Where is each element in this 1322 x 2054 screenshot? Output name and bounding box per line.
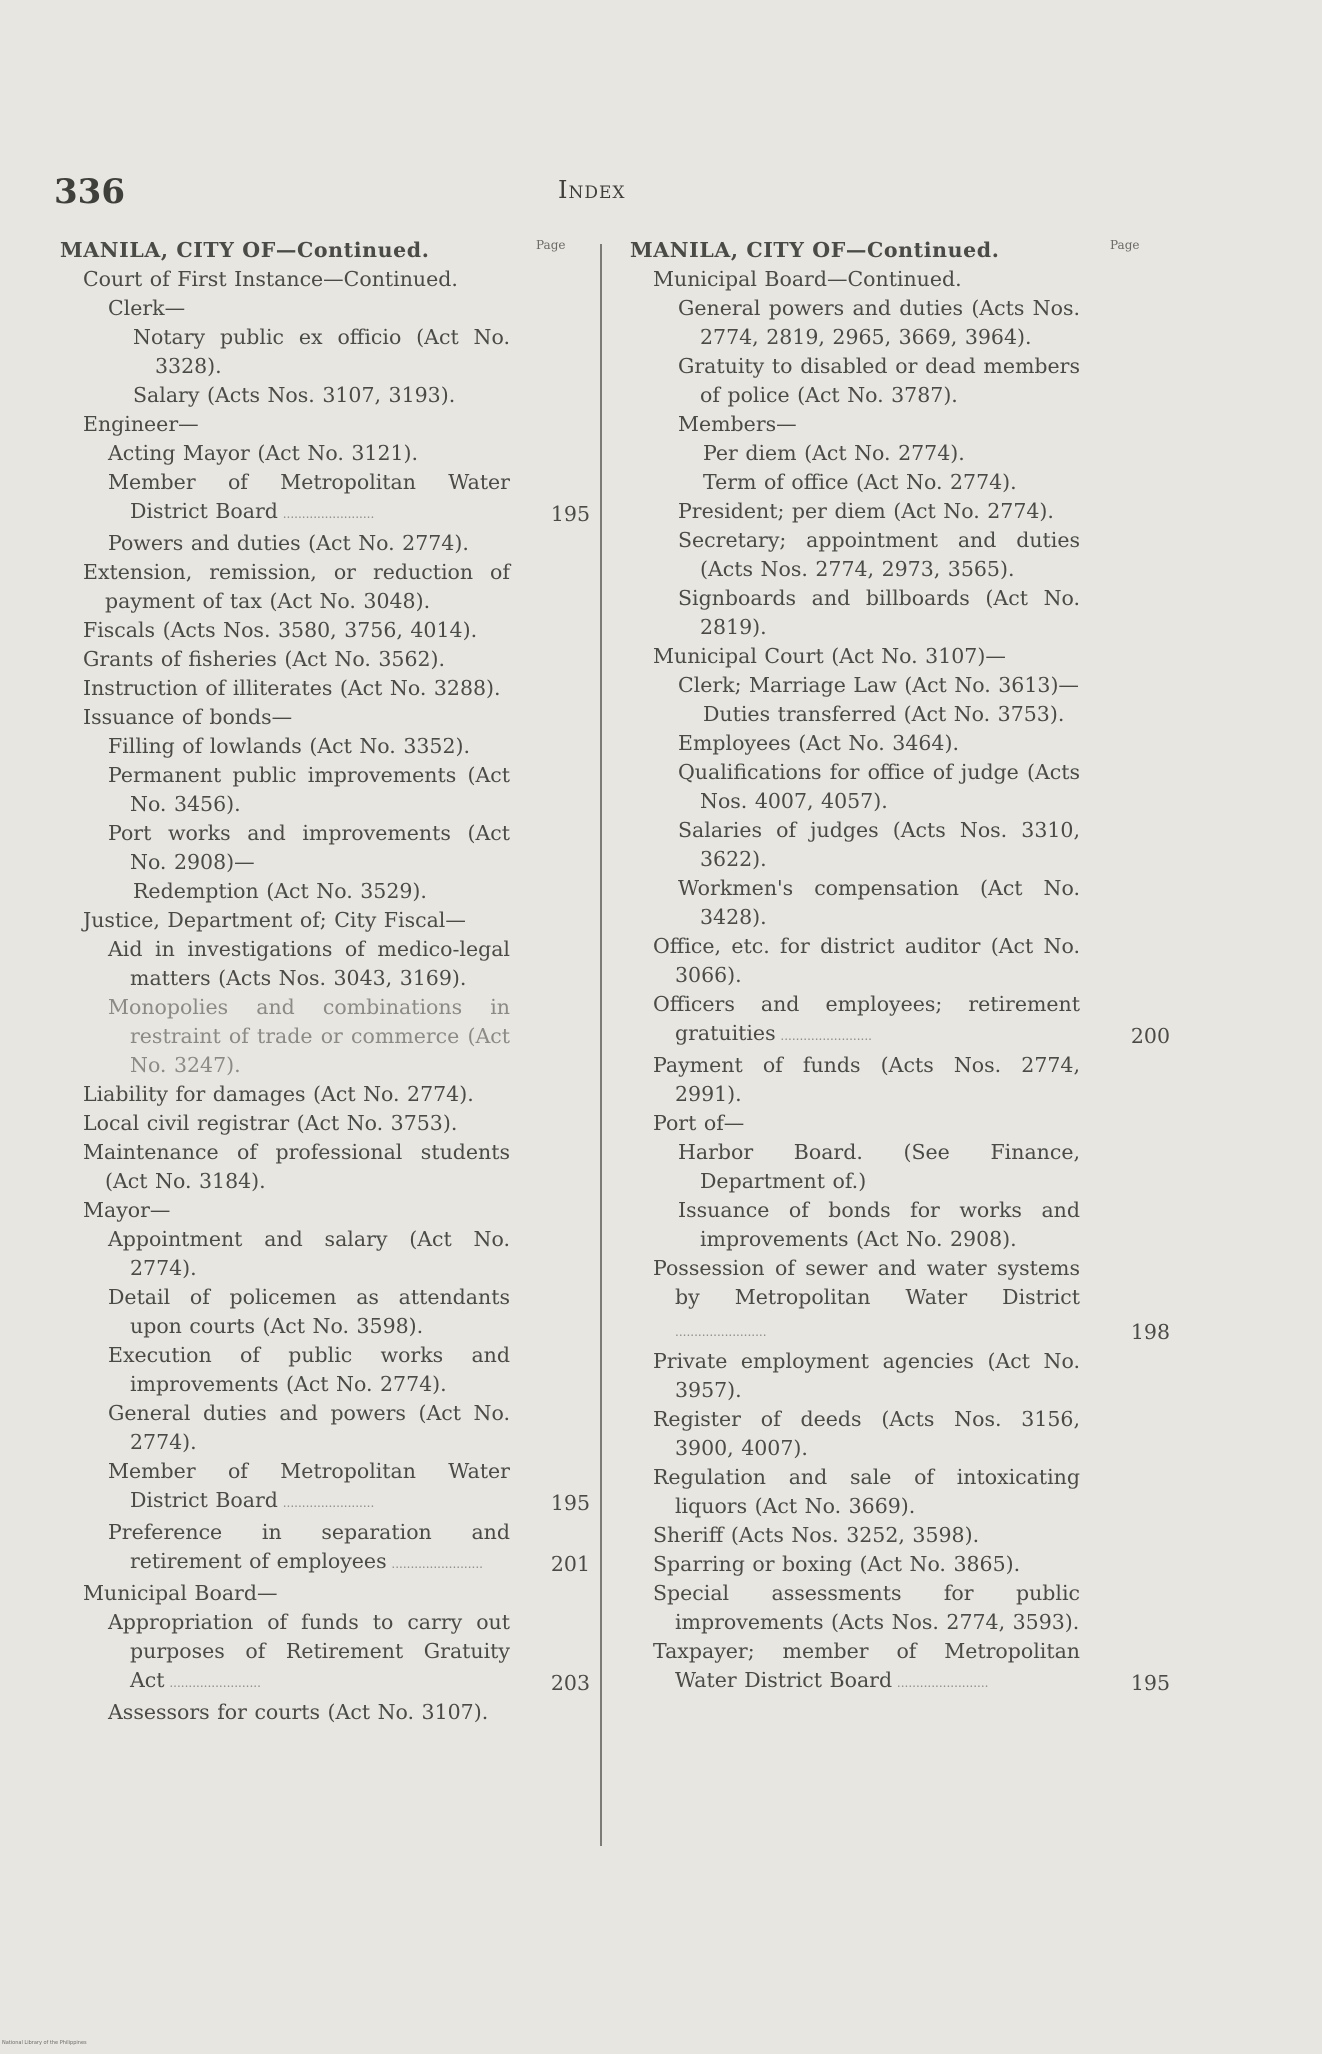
- index-entry: [630, 1138, 1170, 1196]
- page-reference: 200: [1130, 1024, 1170, 1048]
- index-entry: [60, 935, 590, 993]
- index-entry: [630, 1196, 1170, 1254]
- index-entry-text: Per diem (Act No. 2774).: [703, 441, 965, 465]
- index-entry-text: Private employment agencies (Act No. 3957).: [653, 1349, 1080, 1402]
- index-entry-text: Sheriff (Acts Nos. 3252, 3598).: [653, 1523, 980, 1547]
- running-head: Index: [558, 176, 626, 204]
- index-entry-text: Appointment and salary (Act No. 2774).: [108, 1227, 510, 1280]
- page-number: 336: [54, 172, 125, 212]
- index-entry: [60, 468, 590, 529]
- column-heading: MANILA, CITY OF—Continued.: [630, 238, 1000, 262]
- index-entry: [630, 816, 1170, 874]
- index-entry: [60, 1109, 590, 1138]
- index-entry-text: Preference in separation and retirement of employees ........................: [108, 1520, 510, 1573]
- index-entry-text: Members—: [678, 412, 797, 436]
- index-entry: [60, 703, 590, 732]
- index-entry: [60, 761, 590, 819]
- index-entry-text: Issuance of bonds—: [83, 705, 293, 729]
- index-entry-text: Execution of public works and improvements (Act No. 2774).: [108, 1343, 510, 1396]
- index-entry: [60, 1080, 590, 1109]
- index-entry-text: Aid in investigations of medico-legal matters (Acts Nos. 3043, 3169).: [108, 937, 510, 990]
- index-entry: [630, 874, 1170, 932]
- index-entry-text: Employees (Act No. 3464).: [678, 731, 959, 755]
- index-entry: [60, 616, 590, 645]
- index-entries: [630, 265, 1170, 1698]
- page-reference: 195: [550, 1491, 590, 1515]
- index-entry-text: Notary public ex officio (Act No. 3328).: [133, 325, 510, 378]
- index-entry: [60, 410, 590, 439]
- index-entry-text: Sparring or boxing (Act No. 3865).: [653, 1552, 1021, 1576]
- index-entry-text: Municipal Board—Continued.: [653, 267, 962, 291]
- index-entry-text: Issuance of bonds for works and improvements (Act No. 2908).: [678, 1198, 1080, 1251]
- left-column: [60, 236, 590, 1727]
- index-entry: [60, 1341, 590, 1399]
- index-entry: [60, 1518, 590, 1579]
- dot-leader: ........................: [164, 1676, 261, 1690]
- index-entry: [60, 529, 590, 558]
- index-entry: [630, 729, 1170, 758]
- index-entry: [60, 906, 590, 935]
- index-entry: [60, 323, 590, 381]
- index-entry: [60, 819, 590, 877]
- index-entry: [630, 526, 1170, 584]
- index-entry-text: Salaries of judges (Acts Nos. 3310, 3622).: [678, 818, 1080, 871]
- index-entry-text: Engineer—: [83, 412, 199, 436]
- index-entry-text: Workmen's compensation (Act No. 3428).: [678, 876, 1080, 929]
- index-entry: [60, 1399, 590, 1457]
- index-entry: [60, 1608, 590, 1698]
- index-entry-text: Harbor Board. (See Finance, Department of.): [678, 1140, 1080, 1193]
- index-entry: [630, 1051, 1170, 1109]
- index-entry-text: Term of office (Act No. 2774).: [703, 470, 1017, 494]
- page-reference: 195: [1130, 1671, 1170, 1695]
- index-entry-text: Regulation and sale of intoxicating liquors (Act No. 3669).: [653, 1465, 1080, 1518]
- index-entry-text: Assessors for courts (Act No. 3107).: [108, 1700, 489, 1724]
- index-entry-text: Payment of funds (Acts Nos. 2774, 2991).: [653, 1053, 1080, 1106]
- index-entry: [630, 990, 1170, 1051]
- index-entry-text: Court of First Instance—Continued.: [83, 267, 458, 291]
- page-reference: 201: [550, 1552, 590, 1576]
- index-entry: [630, 1521, 1170, 1550]
- page-column-label: Page: [536, 238, 566, 252]
- index-entry: [60, 993, 590, 1080]
- index-entry: [60, 1457, 590, 1518]
- index-entry-text: Redemption (Act No. 3529).: [133, 879, 427, 903]
- index-entry-text: Port works and improvements (Act No. 2908)—: [108, 821, 510, 874]
- index-entry-text: Monopolies and combinations in restraint of trade or commerce (Act No. 3247).: [108, 995, 510, 1077]
- index-entry-text: Member of Metropolitan Water District Board ........................: [108, 1459, 510, 1512]
- index-entry: [60, 877, 590, 906]
- index-entry: [630, 439, 1170, 468]
- index-entry-text: Mayor—: [83, 1198, 171, 1222]
- index-entry-text: Taxpayer; member of Metropolitan Water District Board ........................: [653, 1639, 1080, 1692]
- index-entry: [60, 1196, 590, 1225]
- index-entry: [60, 294, 590, 323]
- index-entry: [630, 1254, 1170, 1347]
- page-column-label: Page: [1110, 238, 1140, 252]
- page-reference: 203: [550, 1671, 590, 1695]
- dot-leader: ........................: [892, 1676, 989, 1690]
- index-entry-text: Member of Metropolitan Water District Board ........................: [108, 470, 510, 523]
- index-entry-text: Secretary; appointment and duties (Acts Nos. 2774, 2973, 3565).: [678, 528, 1080, 581]
- index-entry: [630, 468, 1170, 497]
- index-entry-text: Qualifications for office of judge (Acts Nos. 4007, 4057).: [678, 760, 1080, 813]
- index-entry: [630, 294, 1170, 352]
- right-column: [630, 236, 1170, 1698]
- column-divider: [600, 244, 602, 1846]
- index-entry-text: Acting Mayor (Act No. 3121).: [108, 441, 419, 465]
- page-reference: 195: [550, 502, 590, 526]
- index-entry: [60, 265, 590, 294]
- index-entry: [60, 645, 590, 674]
- index-entry: [630, 1550, 1170, 1579]
- index-entry-text: Gratuity to disabled or dead members of police (Act No. 3787).: [678, 354, 1080, 407]
- index-entry-text: Clerk—: [108, 296, 186, 320]
- index-entry: [630, 1347, 1170, 1405]
- index-entry-text: Justice, Department of; City Fiscal—: [83, 908, 466, 932]
- index-entry-text: Port of—: [653, 1111, 745, 1135]
- index-entry-text: Register of deeds (Acts Nos. 3156, 3900, 4007).: [653, 1407, 1080, 1460]
- index-entry-text: Permanent public improvements (Act No. 3456).: [108, 763, 510, 816]
- index-entry: [60, 381, 590, 410]
- index-entry-text: Clerk; Marriage Law (Act No. 3613)—: [678, 673, 1079, 697]
- index-entry: [630, 700, 1170, 729]
- column-heading: MANILA, CITY OF—Continued.: [60, 238, 430, 262]
- footer-credit: National Library of the Philippines: [2, 2040, 87, 2046]
- index-entry-text: General duties and powers (Act No. 2774).: [108, 1401, 510, 1454]
- index-entry-text: Grants of fisheries (Act No. 3562).: [83, 647, 446, 671]
- index-entry: [60, 1138, 590, 1196]
- index-entry: [60, 1698, 590, 1727]
- index-entry-text: Powers and duties (Act No. 2774).: [108, 531, 469, 555]
- dot-leader: ........................: [386, 1557, 483, 1571]
- index-entry-text: Instruction of illiterates (Act No. 3288).: [83, 676, 501, 700]
- index-entry: [60, 1283, 590, 1341]
- index-entry: [630, 352, 1170, 410]
- index-entry: [630, 1463, 1170, 1521]
- index-entry-text: Special assessments for public improvements (Acts Nos. 2774, 3593).: [653, 1581, 1080, 1634]
- index-entry-text: Local civil registrar (Act No. 3753).: [83, 1111, 458, 1135]
- index-entry: [630, 932, 1170, 990]
- index-entry: [60, 558, 590, 616]
- index-entry-text: Duties transferred (Act No. 3753).: [703, 702, 1065, 726]
- index-entry: [60, 732, 590, 761]
- index-entry-text: Extension, remission, or reduction of payment of tax (Act No. 3048).: [83, 560, 510, 613]
- index-entry-text: Filling of lowlands (Act No. 3352).: [108, 734, 470, 758]
- page-reference: 198: [1130, 1320, 1170, 1344]
- index-entry: [630, 584, 1170, 642]
- index-entry-text: Maintenance of professional students (Act No. 3184).: [83, 1140, 510, 1193]
- index-entry: [630, 1405, 1170, 1463]
- index-entry-text: Liability for damages (Act No. 2774).: [83, 1082, 474, 1106]
- index-entry-text: Municipal Court (Act No. 3107)—: [653, 644, 1006, 668]
- index-entry: [630, 671, 1170, 700]
- index-entry-text: Possession of sewer and water systems by Metropolitan Water District ........................: [653, 1256, 1080, 1339]
- index-entry-text: Municipal Board—: [83, 1581, 278, 1605]
- index-entry-text: Officers and employees; retirement gratuities ........................: [653, 992, 1080, 1045]
- index-entries: [60, 265, 590, 1727]
- index-entry: [630, 497, 1170, 526]
- index-entry: [630, 758, 1170, 816]
- index-entry: [630, 1579, 1170, 1637]
- index-entry: [60, 439, 590, 468]
- dot-leader: ........................: [277, 507, 375, 521]
- index-entry: [60, 674, 590, 703]
- dot-leader: ........................: [775, 1029, 872, 1043]
- index-entry: [630, 410, 1170, 439]
- index-entry-text: Signboards and billboards (Act No. 2819).: [678, 586, 1080, 639]
- dot-leader: ........................: [675, 1325, 767, 1339]
- index-entry-text: Appropriation of funds to carry out purposes of Retirement Gratuity Act ........................: [108, 1610, 510, 1692]
- index-entry: [630, 642, 1170, 671]
- index-entry-text: Detail of policemen as attendants upon courts (Act No. 3598).: [108, 1285, 510, 1338]
- index-entry: [630, 1637, 1170, 1698]
- index-entry-text: Fiscals (Acts Nos. 3580, 3756, 4014).: [83, 618, 478, 642]
- index-entry: [630, 265, 1170, 294]
- index-entry-text: President; per diem (Act No. 2774).: [678, 499, 1054, 523]
- index-entry-text: Office, etc. for district auditor (Act No. 3066).: [653, 934, 1080, 987]
- index-entry: [60, 1579, 590, 1608]
- index-entry: [60, 1225, 590, 1283]
- index-entry-text: General powers and duties (Acts Nos. 2774, 2819, 2965, 3669, 3964).: [678, 296, 1080, 349]
- dot-leader: ........................: [277, 1496, 375, 1510]
- index-entry: [630, 1109, 1170, 1138]
- index-entry-text: Salary (Acts Nos. 3107, 3193).: [133, 383, 456, 407]
